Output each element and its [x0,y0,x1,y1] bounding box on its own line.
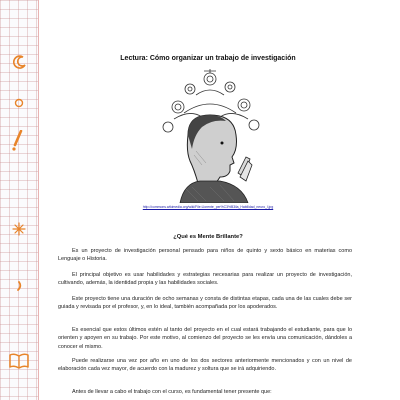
pen-icon [11,130,25,152]
margin-line [38,0,39,400]
document-page [58,0,358,400]
crescent-icon [13,55,27,69]
document-title: Lectura: Cómo organizar un trabajo de investigación [120,55,296,62]
image-source-link[interactable]: http://commons.wikimedia.org/wiki/File:Llorente_per%C3%B3ila_Habilidad_neuro_l.jpg [142,205,274,209]
book-icon [8,352,30,370]
circle-icon [14,98,24,108]
paragraph: El principal objetivo es usar habilidades y estrategias necesarias para realizar un proyecto de investigación, cultivando, además, la identidad propia y las habilidades sociales. [58,272,352,287]
paragraph: Es un proyecto de investigación personal pensado para niños de quinto y sexto básico en materias como Lenguaje o Historia. [58,248,352,263]
paragraph: Este proyecto tiene una duración de ocho semanas y consta de distintas etapas, cada una de las cuales debe ser guiada y revisada por el profesor, y, en lo ideal, también acompañada por los apoderados. [58,296,352,311]
section-heading: ¿Qué es Mente Brillante? [173,234,243,240]
paragraph: Antes de llevar a cabo el trabajo con el curso, es fundamental tener presente que: [72,389,272,395]
comma-icon [15,280,23,292]
engraving-illustration [150,65,272,203]
sparkle-icon [12,222,26,236]
paragraph: Es esencial que estos últimos estén al tanto del proyecto en el cual estará trabajando el estudiante, para que lo orienten y apoyen en su trabajo. Por este motivo, al comienzo del proyecto se les envía una comunicación, dándoles a conocer el mismo. [58,327,352,350]
paragraph: Puede realizarse una vez por año en uno de los dos sectores anteriormente mencionados y con un nivel de elaboración cada vez mayor, de acuerdo con la madurez y soltura que se irá adquiriendo. [58,358,352,373]
